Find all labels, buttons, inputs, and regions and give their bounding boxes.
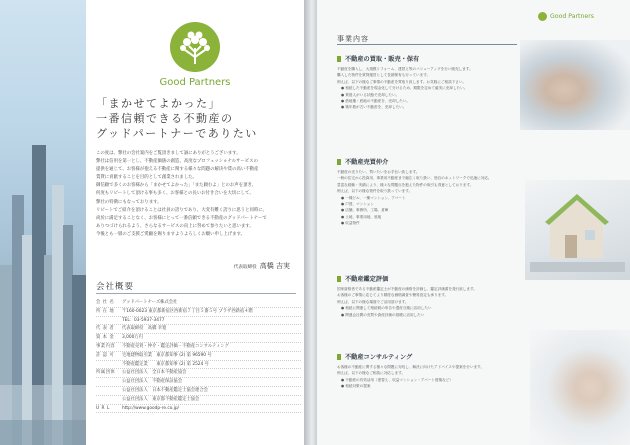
table-row: 事業内容 不動産売買・仲介・鑑定評価・不動産コンサルティング [96,343,301,352]
service-line: 購入した物件を賃貸運営として長期保有も行っています。 [337,73,431,78]
service-line: ● 相続した不動産を現金化して分けるため、期限を定めて確実に売却したい。 [341,86,468,91]
table-row: 資 本 金 3,000万円 [96,334,301,343]
square-bullet-icon [337,56,341,62]
greeting-line: 弊社の特徴にもなっております。 [96,199,162,205]
house-icon [525,180,630,280]
tree-icon [170,22,220,72]
service-line: ● 店舗、事務所、工場、倉庫 [341,208,389,213]
divider [96,293,296,294]
service-line: 不動産を購入し、大規模リフォーム、建替え等のバリューアップを行い販売します。 [337,67,473,71]
service-line: ● 関連会社間の売買や資産評価の基礎に活用したい [341,312,425,317]
table-row: 会 社 名 グッドパートナーズ株式会社 [96,299,301,308]
square-bullet-icon [337,354,341,360]
page-gutter [304,0,317,445]
square-bullet-icon [337,159,341,165]
greeting-line: 提供を通じて、お客様が抱える不動産に関する様々な問題の解決や賃の高い不動産 [96,167,259,173]
service-line: ● 収益物件 [341,221,360,226]
headline [96,96,296,141]
service-line: 例えば、以下の様な物件を取り扱っています。 [337,189,413,194]
service-line: お客様のご事情に応じてより精度な価格調査や簡易査定も承ります。 [337,293,449,298]
table-row: 代 表 者 代表取締役 高橋 幸寛 [96,325,301,334]
sign-name: 高橋 吉実 [259,262,290,270]
service-line: 一般の住宅から投資用、事業用不動産まで幅広く取り扱い、独自のネットワークで迅速に対応。 [337,176,492,181]
logo-text: Good Partners [550,13,594,20]
sign-role: 代表取締役 [233,265,257,270]
overview-title: 会社概要 [96,282,135,292]
greeting-line: この度は、弊社の会社案内をご覧頂きまして誠にありがとうございます。 [96,151,241,156]
service-line: ● 戸建、マンション [341,202,374,207]
city-photo [0,0,86,445]
headline-line: 「まかせてよかった」 [96,97,221,110]
service-heading: 不動産鑑定評価 [345,276,389,283]
table-row: 公益社団法人 東京都不動産鑑定士協会 [96,396,301,405]
service-brokerage [337,157,527,227]
service-line: ● 相続に関連して相続税の申告や遺産分割に活用したい [341,306,432,311]
headline-line: 一番信頼できる不動産の [96,112,234,125]
service-line: お客様の不動産に関する様々な問題に対処し、解決に向けたアドバイスや提案を行います。 [337,365,484,369]
house-model-photo [525,180,630,280]
service-line: 例えば、以下の様なご相談に対応します。 [337,371,405,376]
signature [150,261,290,271]
left-page [0,0,304,445]
table-row: TEL：03-5937-3477 [96,317,301,326]
service-line: 例えば、以下の様な場面でご活用頂けます。 [337,299,409,304]
handshake-photo [520,40,630,130]
greeting-line: ありつづけられるよう、さらなるサービスの向上に努めて参りたいと思います。 [96,223,254,229]
greeting-line: 尚於に満足することなく、お客様にとって一番信頼できる不動産のグッドパートナーで [96,215,267,221]
logo-dot-icon [538,12,547,21]
service-line: ● 築年数が古い不動産を、売却したい。 [341,105,407,110]
greeting-line: 弊社は信用を第一とし、不動産価値の創造、高度なプロフェッショナルサービスの [96,159,258,165]
greeting-line: 今後とも一層のご支援ご愛顧を賜りますようよろしくお願い申し上げます。 [96,231,245,237]
meeting-photo [530,330,630,445]
service-heading: 不動産コンサルティング [345,354,413,361]
greeting-line: リピートでご紹介を頂けることは社員の誇りであり、大変有難く誇りに思うと同時に、 [96,207,268,213]
header-logo [538,12,594,21]
table-row: U R L http://www.goodp-re.co.jp/ [96,405,301,414]
service-line: 例えば、以下の様なご事情の不動産を買取り致します。お気軽にご相談下さい。 [337,79,467,84]
headline-line: グッドパートナーでありたい [96,127,258,140]
service-heading: 不動産売買仲介 [345,159,389,166]
greeting-line: 御信頼で多くのお客様から「まかせてよかった」「また頼むよ」とのお声を頂き、 [96,183,257,189]
table-row: 公益社団法人 不動産保証協会 [96,378,301,387]
square-bullet-icon [337,276,341,282]
service-heading: 不動産の買取・販売・保有 [345,56,420,63]
company-overview-table [96,299,301,413]
service-line: 不動産の売りたい、買いたいをお手伝い致します。 [337,170,420,174]
service-consulting [337,352,527,390]
table-row: 不動産鑑定業 東京都知事 (2) 第 2524 号 [96,361,301,370]
service-line: ● 不動産の有効活用（建替え、収益マンション・アパート建築など） [341,377,453,382]
service-line: ● 土地、事業用地、底地 [341,214,382,219]
table-row: 所 在 地 〒160-0023 東京都新宿区西新宿７丁目５番５号 プラザ西新宿４階 [96,308,301,317]
logo-text: Good Partners [159,77,231,88]
service-line: 国家資格者である不動産鑑定士が不動産の価格を評価し、鑑定評価書を発行致します。 [337,287,477,291]
service-line: ● 一棟ビル、一棟マンション、アパート [341,195,406,200]
service-line: 豊富な経験・実績により、様々な問題点を抱えた物件の取引も得意としております。 [337,182,474,187]
tree-logo [170,22,220,72]
service-line: ● 借地権・底地の不動産を、売却したい。 [341,99,410,104]
greeting-line: 何度もリピートして頂ける事も多く、お客様との長いお付き合いを大切にして、 [96,191,254,197]
service-line: ● 賃借人がいる状態で売却したい。 [341,92,400,97]
section-title: 事業内容 [337,35,369,43]
greeting-text [96,150,296,239]
greeting-line: 賃貸に貢献することを目的として創業されました。 [96,175,197,181]
service-line: ● 相続対策の提案 [341,384,371,389]
divider [337,44,517,45]
table-row: 公益社団法人 日本不動産鑑定士協会連合会 [96,387,301,396]
service-buy-sell [337,54,527,111]
table-row: 許 認 可 宅地建物取引業 東京都知事 (2) 第 96590 号 [96,352,301,361]
table-row: 所属団体 公益社団法人 全日本不動産協会 [96,369,301,378]
service-appraisal [337,274,527,318]
